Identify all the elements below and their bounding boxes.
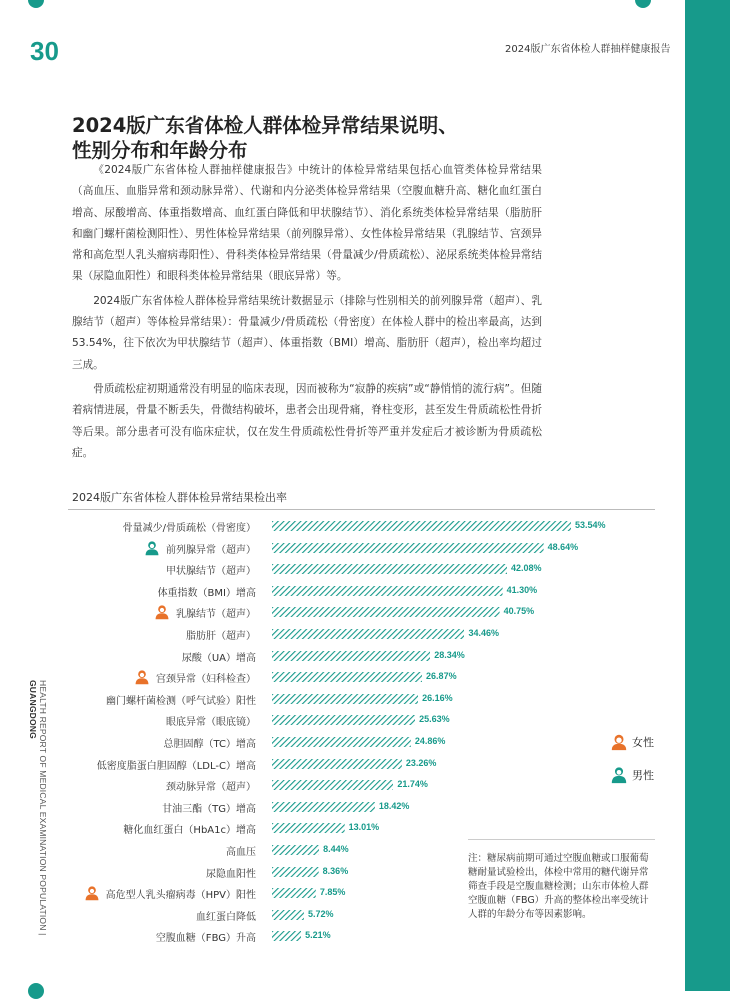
bar-label: 血红蛋白降低 — [196, 911, 256, 923]
bar — [272, 931, 301, 941]
paragraph-1: 《2024版广东省体检人群抽样健康报告》中统计的体检异常结果包括心血管类体检异常结果（高血压、血脂异常和颈动脉异常）、代谢和内分泌类体检异常结果（空腹血糖升高、糖化血红蛋白增高、尿酸增高、体重指数增高、血红蛋白降低和甲状腺结节）、消化系统类体检异常结果（脂肪肝和幽门螺杆菌检测阳性）、男性体检异常结果（前列腺异常）、女性体检异常结果（乳腺结节、宫颈异常和高危型人乳头瘤病毒阳性）、骨科类体检异常结果（骨量减少/骨质疏松）、泌尿系统类体检异常结果（尿隐血阳性）和眼科类体检异常结果（眼底异常）等。 — [72, 164, 542, 283]
male-person-icon — [610, 766, 628, 784]
bar-value-label: 5.72% — [307, 908, 334, 919]
bar-value-label: 42.08% — [511, 563, 542, 574]
bar-label: 甘油三酯（TG）增高 — [162, 803, 256, 815]
bar-label: 宫颈异常（妇科检查） — [156, 674, 256, 686]
bar-label: 空腹血糖（FBG）升高 — [155, 933, 256, 945]
legend-male-label: 男性 — [632, 769, 654, 782]
bar-label: 体重指数（BMI）增高 — [157, 587, 256, 599]
bar-label: 甲状腺结节（超声） — [166, 566, 256, 578]
bar — [272, 651, 430, 661]
legend-female-label: 女性 — [632, 736, 654, 749]
bar-value-label: 28.34% — [434, 649, 465, 660]
female-person-icon — [610, 733, 628, 751]
bar-value-label: 26.16% — [422, 692, 453, 703]
bar-value-label: 18.42% — [378, 800, 410, 811]
section-title — [72, 113, 542, 163]
bar-label: 骨量减少/骨质疏松（骨密度） — [122, 523, 256, 534]
side-label-bold: GUANGDONG — [28, 680, 38, 739]
bar-value-label: 8.36% — [322, 865, 349, 876]
bar — [272, 564, 507, 574]
bar — [272, 543, 544, 553]
side-report-label — [28, 680, 48, 991]
bar-value-label: 25.63% — [419, 714, 450, 725]
section-title-line2: 性别分布和年龄分布 — [72, 139, 248, 162]
bar-value-label: 7.85% — [319, 887, 346, 898]
paragraph-3: 骨质疏松症初期通常没有明显的临床表现，因而被称为“寂静的疾病”或“静悄悄的流行病”。但随着病情进展，骨量不断丢失，骨微结构破坏，患者会出现骨痛，脊柱变形，甚至发生骨质疏松性骨折等后果。部分患者可没有临床症状，仅在发生骨质疏松性骨折等严重并发症后才被诊断为骨质疏松症。 — [72, 382, 542, 459]
bar-value-label: 41.30% — [506, 584, 538, 595]
bar — [272, 737, 411, 747]
bar-value-label: 34.46% — [468, 628, 499, 638]
bar-value-label: 13.01% — [348, 822, 380, 833]
bar-label: 高危型人乳头瘤病毒（HPV）阳性 — [105, 890, 256, 902]
bar — [272, 521, 571, 531]
chart-title-rule — [68, 509, 655, 510]
top-right-dot — [635, 0, 651, 8]
bar-label: 脂肪肝（超声） — [186, 631, 256, 642]
section-title-line1: 2024版广东省体检人群体检异常结果说明、 — [72, 114, 458, 137]
bar-value-label: 8.44% — [323, 844, 349, 854]
bar-label: 幽门螺杆菌检测（呼气试验）阳性 — [106, 695, 256, 707]
bar — [272, 802, 375, 812]
female-marker-icon — [84, 885, 100, 901]
right-color-band — [685, 0, 730, 991]
bar-value-label: 24.86% — [414, 736, 446, 746]
bar-label: 低密度脂蛋白胆固醇（LDL-C）增高 — [96, 760, 256, 772]
bar — [272, 867, 319, 877]
bar-value-label: 53.54% — [575, 520, 606, 530]
female-marker-icon — [154, 604, 170, 620]
side-label-text: HEALTH REPORT OF MEDICAL EXAMINATION POPULATION | — [38, 680, 48, 936]
legend-male — [610, 766, 654, 784]
running-header-title: 2024版广东省体检人群抽样健康报告 — [505, 44, 671, 55]
bar — [272, 672, 422, 682]
bar — [272, 845, 319, 855]
bar — [272, 759, 402, 769]
bar-value-label: 5.21% — [305, 930, 331, 941]
bar-label: 尿酸（UA）增高 — [181, 652, 256, 664]
page-number: 30 — [30, 36, 59, 66]
bar-label: 眼底异常（眼底镜） — [166, 717, 256, 729]
article-body — [72, 160, 542, 467]
bar — [272, 629, 464, 639]
bar-label: 尿隐血阳性 — [206, 868, 256, 880]
bar-value-label: 40.75% — [503, 606, 535, 617]
bar-label: 总胆固醇（TC）增高 — [163, 739, 256, 750]
bar — [272, 780, 393, 790]
female-marker-icon — [134, 669, 150, 685]
bar-label: 糖化血红蛋白（HbA1c）增高 — [123, 825, 256, 837]
bar-value-label: 48.64% — [547, 541, 579, 552]
bar — [272, 823, 345, 833]
bar-value-label: 21.74% — [397, 779, 428, 790]
legend-female — [610, 733, 654, 751]
bar-value-label: 26.87% — [426, 671, 457, 682]
bar — [272, 888, 316, 898]
bar-label: 高血压 — [226, 847, 256, 858]
male-marker-icon — [144, 540, 160, 556]
bar — [272, 694, 418, 704]
bar-label: 前列腺异常（超声） — [166, 544, 256, 556]
bar — [272, 586, 503, 596]
bar — [272, 607, 500, 617]
top-left-dot — [28, 0, 44, 8]
bar — [272, 910, 304, 920]
chart-note: 注：糖尿病前期可通过空腹血糖或口服葡萄糖耐量试验检出，体检中常用的糖代谢异常筛查手段是空腹血糖检测；山东市体检人群空腹血糖（FBG）升高的整体检出率受统计人群的年龄分布等因素影响。 — [468, 839, 655, 922]
bar-label: 颈动脉异常（超声） — [166, 782, 256, 794]
bar-value-label: 23.26% — [405, 757, 437, 768]
bar — [272, 715, 415, 725]
bar-label: 乳腺结节（超声） — [176, 609, 256, 621]
paragraph-2: 2024版广东省体检人群体检异常结果统计数据显示（排除与性别相关的前列腺异常（超声）、乳腺结节（超声）等体检异常结果）：骨量减少/骨质疏松（骨密度）在体检人群中的检出率最高，达到53.54%，往下依次为甲状腺结节（超声）、体重指数（BMI）增高、脂肪肝（超声），检出率均超过三成。 — [72, 294, 542, 371]
chart-title: 2024版广东省体检人群体检异常结果检出率 — [72, 491, 287, 504]
